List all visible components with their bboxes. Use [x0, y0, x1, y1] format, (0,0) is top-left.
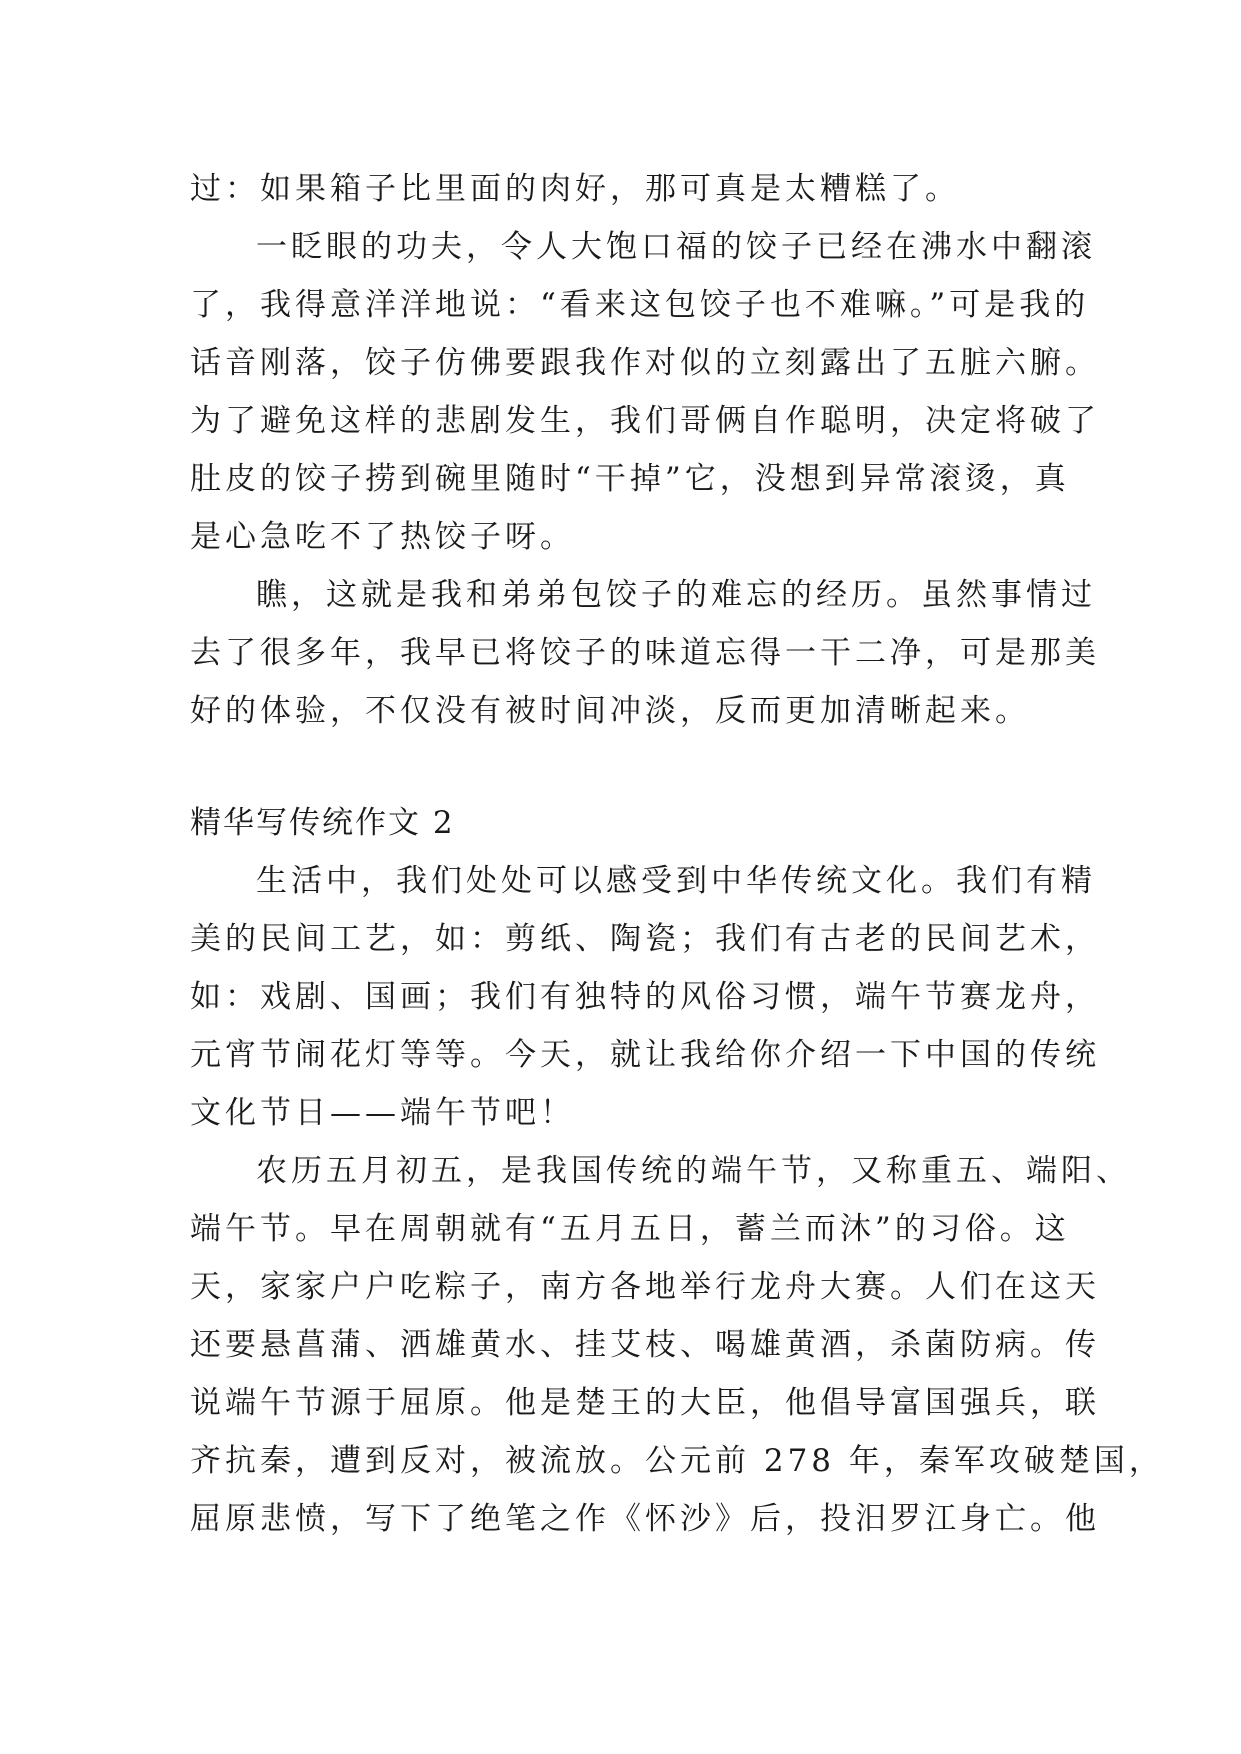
text-line: 是心急吃不了热饺子呀。: [190, 519, 575, 555]
text-line: 屈原悲愤，写下了绝笔之作《怀沙》后，投汨罗江身亡。他: [190, 1501, 1100, 1537]
paragraph: [190, 160, 1080, 218]
text-line: 过：如果箱子比里面的肉好，那可真是太糟糕了。: [190, 171, 960, 207]
text-line: 元宵节闹花灯等等。今天，就让我给你介绍一下中国的传统: [190, 1037, 1100, 1073]
text-line: 说端午节源于屈原。他是楚王的大臣，他倡导富国强兵，联: [190, 1385, 1100, 1421]
text-line: 好的体验，不仅没有被时间冲淡，反而更加清晰起来。: [190, 693, 1030, 729]
text-line: 生活中，我们处处可以感受到中华传统文化。我们有精: [256, 863, 1096, 899]
text-line: 端午节。早在周朝就有“五月五日，蓄兰而沐”的习俗。这: [190, 1211, 1070, 1247]
paragraph: [190, 566, 1100, 740]
text-line: 天，家家户户吃粽子，南方各地举行龙舟大赛。人们在这天: [190, 1269, 1100, 1305]
text-line: 一眨眼的功夫，令人大饱口福的饺子已经在沸水中翻滚: [256, 229, 1096, 265]
text-line: 去了很多年，我早已将饺子的味道忘得一干二净，可是那美: [190, 635, 1100, 671]
text-line: 还要悬菖蒲、洒雄黄水、挂艾枝、喝雄黄酒，杀菌防病。传: [190, 1327, 1100, 1363]
section-heading: 精华写传统作文 2: [190, 805, 455, 841]
text-line: 齐抗秦，遭到反对，被流放。公元前 278 年，秦军攻破楚国，: [190, 1443, 1164, 1479]
text-line: 美的民间工艺，如：剪纸、陶瓷；我们有古老的民间艺术，: [190, 921, 1100, 957]
text-line: 话音刚落，饺子仿佛要跟我作对似的立刻露出了五脏六腑。: [190, 345, 1100, 381]
document-body: [190, 160, 1164, 1548]
paragraph: [190, 218, 1100, 566]
text-line: 如：戏剧、国画；我们有独特的风俗习惯，端午节赛龙舟，: [190, 979, 1100, 1015]
paragraph: [190, 852, 1100, 1142]
text-line: 农历五月初五，是我国传统的端午节，又称重五、端阳、: [256, 1153, 1131, 1189]
paragraph: [190, 1142, 1164, 1548]
text-line: 为了避免这样的悲剧发生，我们哥俩自作聪明，决定将破了: [190, 403, 1100, 439]
text-line: 文化节日——端午节吧！: [190, 1095, 575, 1131]
text-line: 瞧，这就是我和弟弟包饺子的难忘的经历。虽然事情过: [256, 577, 1096, 613]
text-line: 了，我得意洋洋地说：“看来这包饺子也不难嘛。”可是我的: [190, 287, 1090, 323]
text-line: 肚皮的饺子捞到碗里随时“干掉”它，没想到异常滚烫，真: [190, 461, 1070, 497]
section-gap: [190, 740, 1080, 794]
